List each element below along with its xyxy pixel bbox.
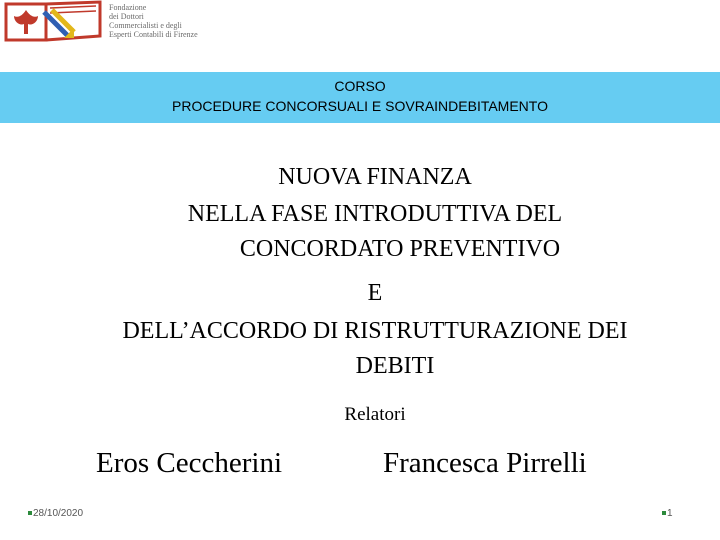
logo-line: Esperti Contabili di Firenze [109,30,198,39]
title-line: CONCORDATO PREVENTIVO [239,236,561,262]
page-number-text: 1 [667,508,673,519]
course-banner [0,72,720,123]
title-line: DELL’ACCORDO DI RISTRUTTURAZIONE DEI [122,318,628,344]
bullet-icon [28,511,32,515]
fleur-de-lis-book-icon [2,0,102,46]
speakers-heading: Relatori [344,404,406,425]
footer-page-number [662,508,673,519]
logo-line: Commercialisti e degli [109,21,182,30]
foundation-logo [2,0,224,46]
logo-line: Fondazione [109,3,147,12]
logo-text [109,3,198,39]
banner-course-label: CORSO [334,78,386,94]
speaker-name: Francesca Pirrelli [383,447,587,479]
title-line: NUOVA FINANZA [278,164,472,190]
footer-date [28,508,83,519]
logo-line: dei Dottori [109,12,144,21]
bullet-icon [662,511,666,515]
speaker-name: Eros Ceccherini [96,447,283,479]
title-line: DEBITI [355,353,435,379]
footer-date-text: 28/10/2020 [33,508,84,519]
title-line: NELLA FASE INTRODUTTIVA DEL [187,201,563,227]
title-line: E [367,280,383,306]
banner-course-title: PROCEDURE CONCORSUALI E SOVRAINDEBITAMENTO [172,98,548,114]
